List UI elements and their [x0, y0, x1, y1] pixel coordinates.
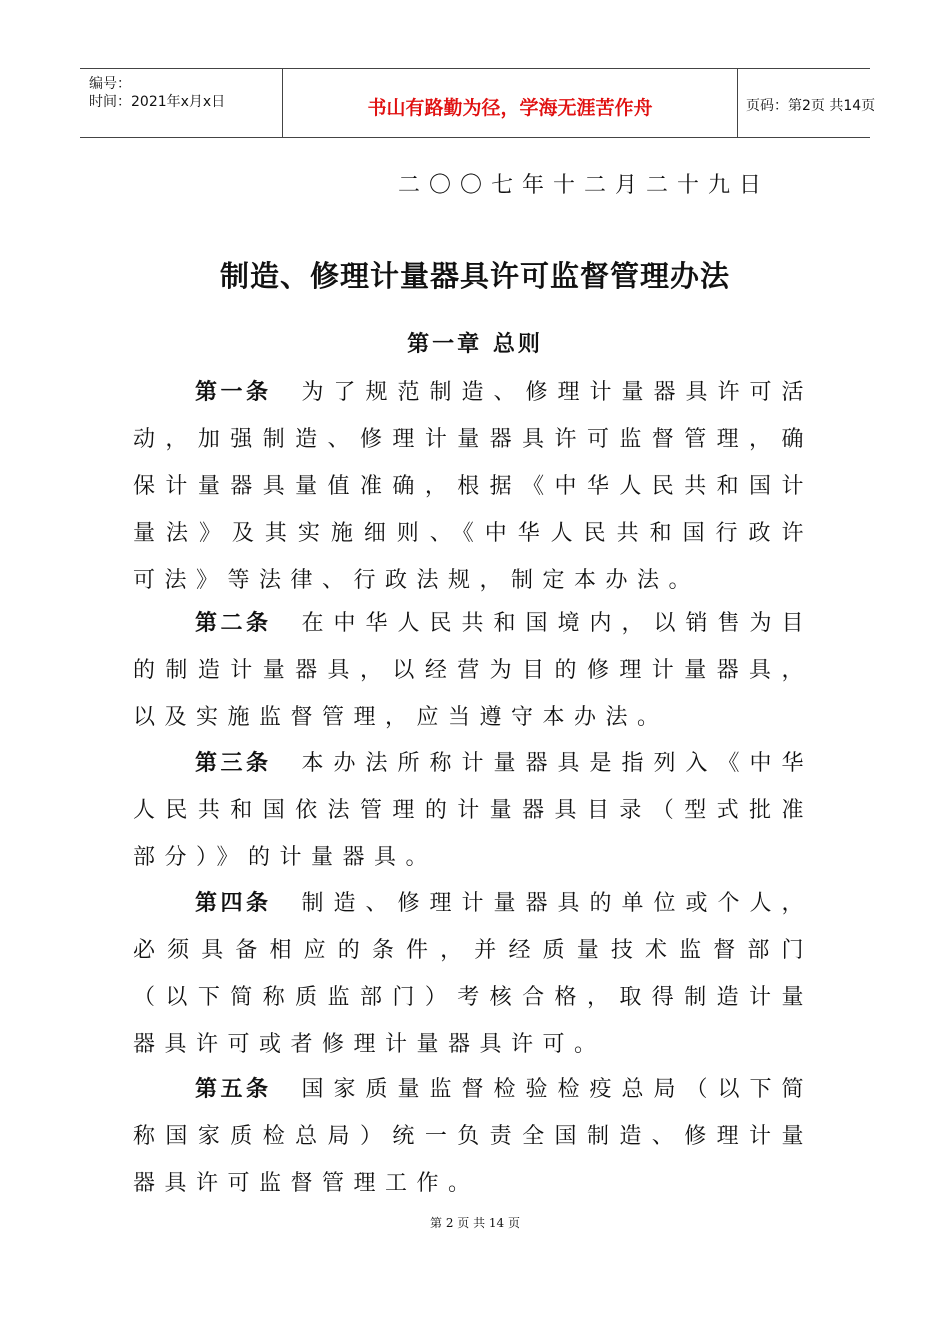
article-text: 本办法所称计量器具是指列入《中华人民共和国依法管理的计量器具目录（型式批准部分）》的计量器具。: [133, 751, 813, 870]
article-5: [133, 1066, 813, 1207]
article-text: 国家质量监督检验检疫总局（以下简称国家质检总局）统一负责全国制造、修理计量器具许可监督管理工作。: [133, 1077, 813, 1196]
article-label: 第三条: [195, 751, 272, 776]
article-1: [133, 369, 813, 604]
document-title: 制造、修理计量器具许可监督管理办法: [219, 259, 730, 293]
issue-date: 二〇〇七年十二月二十九日: [398, 173, 771, 198]
document-header: [80, 68, 876, 138]
article-text: 为了规范制造、修理计量器具许可活动，加强制造、修理计量器具许可监督管理，确保计量器具量值准确，根据《中华人民共和国计量法》及其实施细则、《中华人民共和国行政许可法》等法律、行政法规，制定本办法。: [133, 380, 813, 593]
article-2: [133, 600, 813, 741]
chapter-heading: 第一章 总则: [407, 332, 543, 357]
number-label: 编号：: [89, 76, 131, 92]
article-3: [133, 740, 813, 881]
header-page-cell: [737, 69, 876, 137]
time-label: 时间：2021年x月x日: [89, 94, 226, 110]
article-label: 第四条: [195, 891, 272, 916]
article-label: 第五条: [195, 1077, 272, 1102]
article-text: 在中华人民共和国境内，以销售为目的制造计量器具，以经营为目的修理计量器具，以及实施监督管理，应当遵守本办法。: [133, 611, 813, 730]
article-label: 第二条: [195, 611, 272, 636]
article-label: 第一条: [195, 380, 272, 405]
article-text: 制造、修理计量器具的单位或个人，必须具备相应的条件，并经质量技术监督部门（以下简称质监部门）考核合格，取得制造计量器具许可或者修理计量器具许可。: [133, 891, 813, 1057]
header-meta: [80, 69, 282, 137]
page-footer: 第 2 页 共 14 页: [430, 1216, 520, 1230]
page-info: 页码：第2页 共14页: [746, 98, 876, 114]
article-4: [133, 880, 813, 1068]
motto-text: 书山有路勤为径，学海无涯苦作舟: [367, 97, 653, 119]
header-motto-cell: [282, 69, 738, 137]
